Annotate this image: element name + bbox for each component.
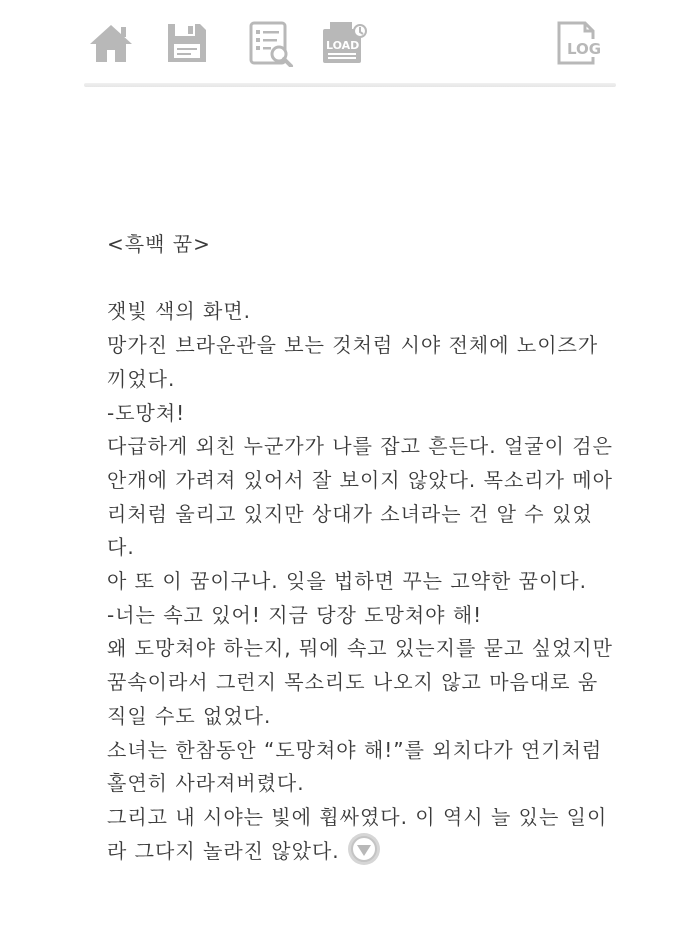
log-button[interactable] — [554, 18, 604, 68]
story-text — [107, 228, 621, 868]
log-icon — [555, 19, 603, 67]
story-line: 잿빛 색의 화면. — [107, 299, 251, 324]
top-toolbar — [84, 0, 616, 86]
story-line: -너는 속고 있어! 지금 당장 도망쳐야 해! — [107, 602, 483, 627]
save-button[interactable] — [162, 18, 212, 68]
story-line: 소녀는 한참동안 “도망쳐야 해!”를 외치다가 연기처럼 홀연히 사라져버렸다. — [107, 737, 610, 796]
load-button[interactable] — [319, 18, 369, 68]
story-line-last-text: 그리고 내 시야는 빛에 휩싸였다. 이 역시 늘 있는 일이라 그다지 놀라진 않았다. — [107, 804, 608, 863]
story-line: 아 또 이 꿈이구나. 잊을 법하면 꾸는 고약한 꿈이다. — [107, 569, 587, 594]
story-title: <흑백 꿈> — [107, 232, 211, 256]
log-label: LOG — [567, 40, 602, 58]
story-line: 왜 도망쳐야 하는지, 뭐에 속고 있는지를 묻고 싶었지만 꿈속이라서 그런지 목소리도 나오지 않고 마음대로 움직일 수도 없었다. — [107, 636, 621, 728]
next-page-icon[interactable] — [346, 831, 382, 867]
load-label: LOAD — [326, 39, 360, 52]
search-list-button[interactable] — [246, 18, 296, 68]
search-list-icon — [247, 19, 295, 67]
home-button[interactable] — [86, 18, 136, 68]
toolbar-divider — [84, 83, 616, 87]
story-line: 다급하게 외친 누군가가 나를 잡고 흔든다. 얼굴이 검은 안개에 가려져 있어서 잘 보이지 않았다. 목소리가 메아리처럼 울리고 있지만 상대가 소녀라는 건 알 수 있었다. — [107, 434, 621, 560]
story-line: 망가진 브라운관을 보는 것처럼 시야 전체에 노이즈가 끼었다. — [107, 333, 606, 391]
home-icon — [88, 22, 134, 64]
story-line: -도망쳐! — [107, 400, 186, 425]
story-line-last — [107, 801, 617, 868]
save-icon — [164, 20, 210, 66]
load-icon — [320, 19, 368, 67]
